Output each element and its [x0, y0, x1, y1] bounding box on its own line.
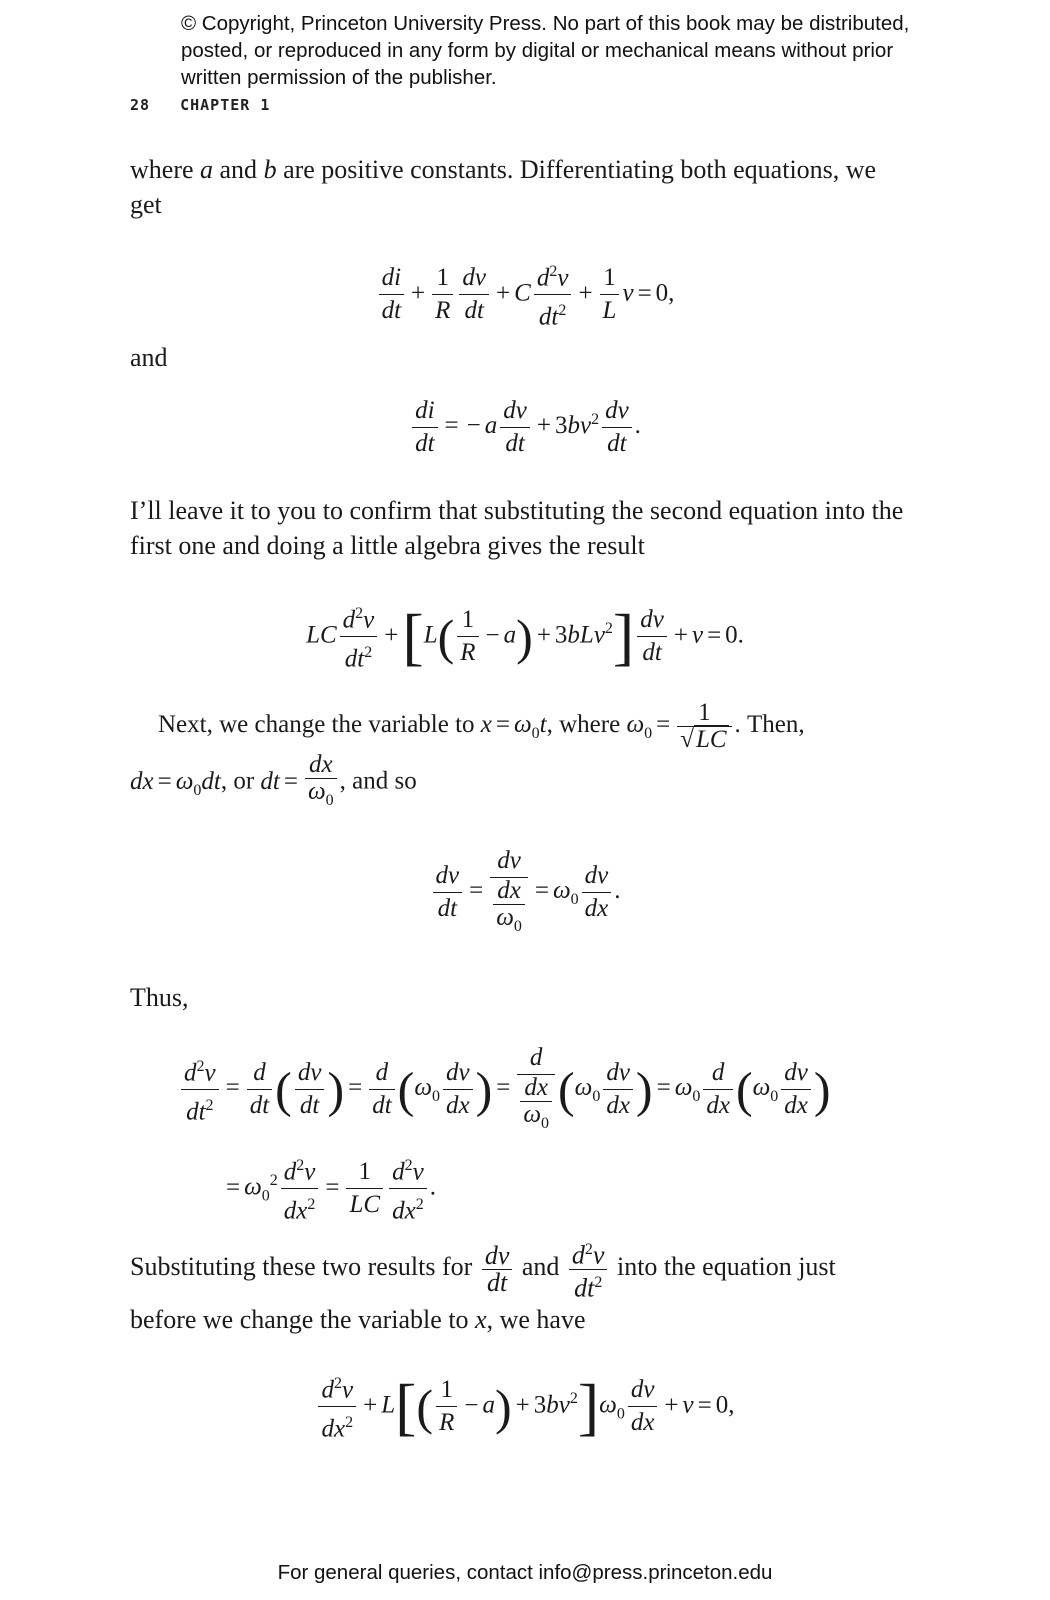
equation-dv-dt: $\frac{dv}{dt}$ = $\frac{dv}{\frac{dx}{\omega_0}}$ = $\omega_0$ $\frac{dv}{dx}$ .	[0, 845, 1050, 940]
paragraph-substituting-results-2: before we change the variable to x, we have	[130, 1305, 586, 1334]
paragraph-variable-change-2: dx = $\omega_0dt$, or dt = $\frac{dx}{\omega_0}$ , and so	[130, 751, 417, 809]
equation-second-derivative-chain: $\frac{d^2v}{dt^2}$ = $\frac{d}{dt}$ ( $\frac{dv}{dt}$ ) = $\frac{d}{dt}$ ($\omega_0$ $\frac{dv}{dx}$ ) = $\frac{d}{\frac{dx}{\omega_0}}$ ($\omega_0$ $\frac{dv}{dx}$ ) = $\omega_0$ $\frac{d}{dx}$ ($\omega_0$ $\frac{dv}{dx}$ )	[178, 1042, 831, 1137]
paragraph-substituting-results: Substituting these two results for $\frac{dv}{dt}$ and $\frac{d^2v}{dt^2}$ into the equation just	[130, 1237, 920, 1301]
footer-contact: For general queries, contact info@press.princeton.edu	[277, 1561, 773, 1584]
page-number: 28	[130, 96, 151, 114]
copyright-notice: © Copyright, Princeton University Press. No part of this book may be distributed, posted, or reproduced in any form by digital or mechanical means without prior written permission of the publisher.	[181, 12, 910, 89]
paragraph-thus: Thus,	[130, 983, 189, 1012]
equation-combined: LC $\frac{d^2v}{dt^2}$ +[L( $\frac{1}{R}$ − a) + 3bLv$^2$] $\frac{dv}{dt}$ + v = 0.	[0, 598, 1050, 676]
running-head	[130, 96, 270, 114]
paragraph-substitution: I’ll leave it to you to confirm that substituting the second equation into the first one and doing a little algebra gives the result	[130, 496, 904, 560]
paragraph-and: and	[130, 343, 168, 372]
equation-transformed: $\frac{d^2v}{dx^2}$ + L[( $\frac{1}{R}$ − $a) + 3bv^2]\omega_0$ $\frac{dv}{dx}$ + v = 0,	[0, 1368, 1050, 1446]
equation-first-derivative: $\frac{di}{dt}$ + $\frac{1}{R}$ $\frac{dv}{dt}$ + C $\frac{d^2v}{dt^2}$ + $\frac{1}{L}$ v = 0,	[0, 256, 1050, 334]
chapter-label: CHAPTER 1	[180, 96, 271, 114]
equation-second-derivative-result: = $\omega_0^2$ $\frac{d^2v}{dx^2}$ = $\frac{1}{LC}$ $\frac{d^2v}{dx^2}$ .	[222, 1150, 436, 1228]
paragraph-variable-change-1: Next, we change the variable to $x = \omega_0t$, where $\omega_0$ = $\frac{1}{√LC}$ . Then,	[158, 699, 805, 753]
paragraph-constants: where a and b are positive constants. Differentiating both equations, we get	[130, 155, 877, 219]
equation-second-derivative: $\frac{di}{dt}$ = − a $\frac{dv}{dt}$ + $3bv^2$ $\frac{dv}{dt}$ .	[0, 395, 1050, 460]
